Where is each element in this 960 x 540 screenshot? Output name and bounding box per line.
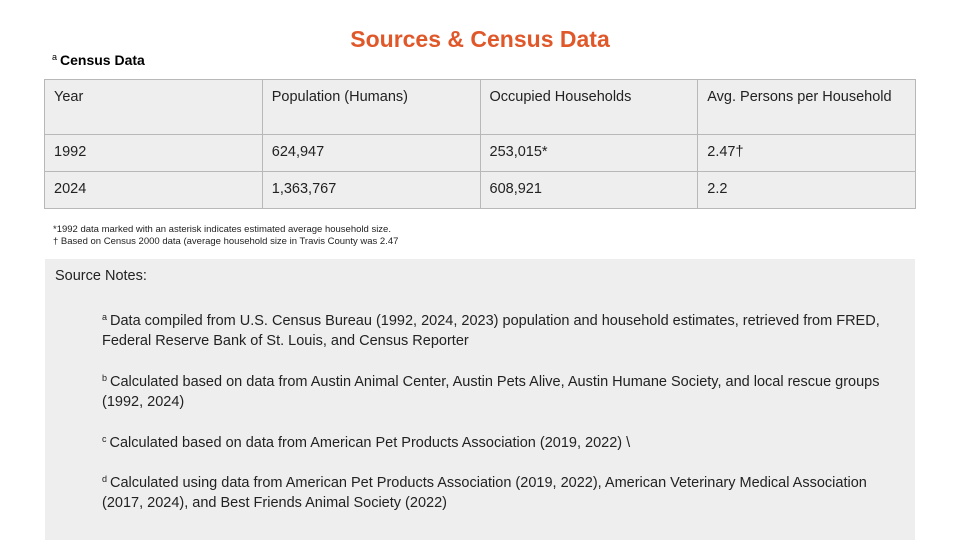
- table-heading-marker: a: [52, 52, 58, 62]
- header-households: Occupied Households: [480, 80, 698, 135]
- table-row: [45, 135, 916, 172]
- source-note-marker: b: [102, 373, 108, 383]
- table-row: [45, 172, 916, 209]
- cell-year: 2024: [45, 172, 263, 209]
- cell-population: 1,363,767: [262, 172, 480, 209]
- source-note-d: [102, 469, 902, 513]
- source-note-marker: c: [102, 434, 107, 444]
- cell-avg-persons: 2.47†: [698, 135, 916, 172]
- source-note-text: Calculated based on data from Austin Animal Center, Austin Pets Alive, Austin Humane Society, and local rescue groups (1992, 2024): [102, 374, 880, 410]
- census-table: [44, 79, 916, 209]
- header-avg-persons: Avg. Persons per Household: [698, 80, 916, 135]
- source-note-text: Calculated based on data from American Pet Products Association (2019, 2022) \: [109, 435, 631, 451]
- source-notes-panel: [45, 259, 915, 540]
- source-note-text: Calculated using data from American Pet Products Association (2019, 2022), American Veterinary Medical Association (2017, 2024), and Best Friends Animal Society (2022): [102, 475, 867, 511]
- source-note-b: [102, 368, 902, 412]
- source-note-marker: a: [102, 312, 108, 322]
- table-header-row: [45, 80, 916, 135]
- footnote-asterisk: *1992 data marked with an asterisk indicates estimated average household size.: [53, 224, 391, 235]
- source-note-a: [102, 307, 902, 351]
- header-year: Year: [45, 80, 263, 135]
- cell-population: 624,947: [262, 135, 480, 172]
- cell-households: 608,921: [480, 172, 698, 209]
- source-notes-heading: Source Notes:: [55, 268, 147, 284]
- cell-households: 253,015*: [480, 135, 698, 172]
- table-heading: [52, 52, 145, 68]
- footnote-dagger: † Based on Census 2000 data (average household size in Travis County was 2.47: [53, 236, 399, 247]
- page-title: Sources & Census Data: [350, 26, 610, 52]
- source-note-c: [102, 429, 902, 453]
- cell-avg-persons: 2.2: [698, 172, 916, 209]
- footnotes: [53, 224, 398, 248]
- source-note-text: Data compiled from U.S. Census Bureau (1992, 2024, 2023) population and household estimates, retrieved from FRED, Federal Reserve Bank of St. Louis, and Census Reporter: [102, 313, 880, 349]
- cell-year: 1992: [45, 135, 263, 172]
- source-note-marker: d: [102, 474, 108, 484]
- header-population: Population (Humans): [262, 80, 480, 135]
- table-heading-label: Census Data: [60, 52, 145, 68]
